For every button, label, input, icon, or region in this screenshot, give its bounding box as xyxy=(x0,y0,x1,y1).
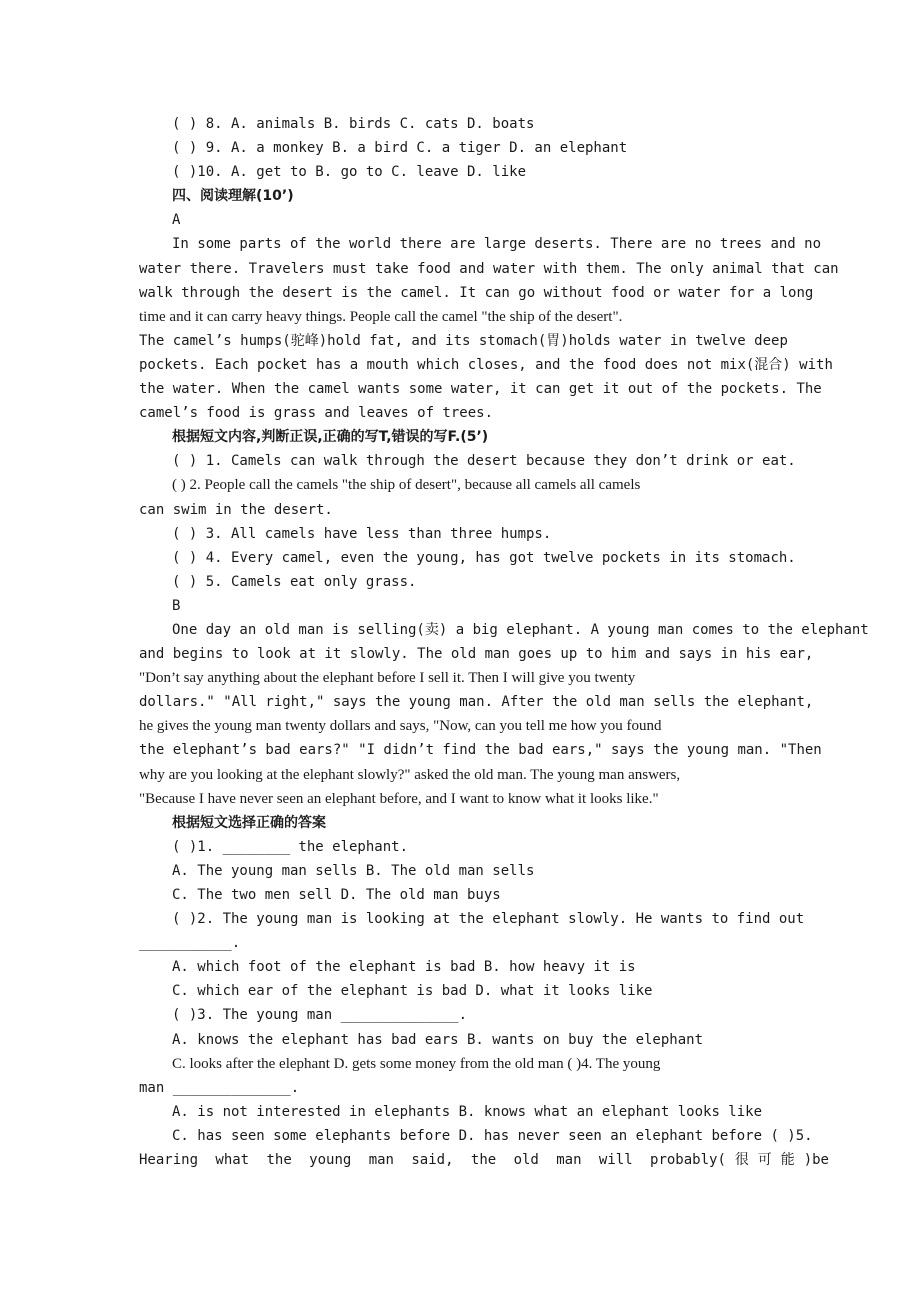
passage-a-line: time and it can carry heavy things. People call the camel "the ship of the desert". xyxy=(139,308,623,325)
reading-question-4-options-cd: C. has seen some elephants before D. has never seen an elephant before ( )5. xyxy=(172,1127,813,1144)
passage-a-line: The camel’s humps(驼峰)hold fat, and its stomach(胃)holds water in twelve deep xyxy=(139,332,788,349)
reading-question-1-options-ab: A. The young man sells B. The old man sells xyxy=(172,862,535,879)
reading-question-5: Hearing what the young man said, the old man will probably(很可能)be xyxy=(139,1152,829,1169)
passage-a-line: pockets. Each pocket has a mouth which closes, and the food does not mix(混合) with xyxy=(139,356,833,373)
choice-question-9: ( ) 9. A. a monkey B. a bird C. a tiger D. an elephant xyxy=(172,140,628,157)
section-four-heading: 四、阅读理解(10’) xyxy=(172,188,294,205)
true-false-question-4: ( ) 4. Every camel, even the young, has got twelve pockets in its stomach. xyxy=(172,549,796,566)
true-false-question-2: ( ) 2. People call the camels "the ship of desert", because all camels all camels xyxy=(172,477,641,494)
true-false-question-5: ( ) 5. Camels eat only grass. xyxy=(172,573,417,590)
passage-b-line: One day an old man is selling(卖) a big elephant. A young man comes to the elephant xyxy=(172,621,869,638)
reading-question-3: ( )3. The young man ______________. xyxy=(172,1007,468,1024)
reading-question-2-continued: ___________. xyxy=(139,935,241,952)
reading-question-2-options-ab: A. which foot of the elephant is bad B. how heavy it is xyxy=(172,959,636,976)
true-false-question-3: ( ) 3. All camels have less than three humps. xyxy=(172,525,552,542)
choice-question-8: ( ) 8. A. animals B. birds C. cats D. boats xyxy=(172,116,535,132)
reading-question-1-options-cd: C. The two men sell D. The old man buys xyxy=(172,887,501,903)
reading-question-3-options-ab: A. knows the elephant has bad ears B. wants on buy the elephant xyxy=(172,1031,704,1048)
reading-question-4-options-ab: A. is not interested in elephants B. knows what an elephant looks like xyxy=(172,1103,763,1120)
true-false-question-1: ( ) 1. Camels can walk through the desert because they don’t drink or eat. xyxy=(172,453,796,470)
passage-a-line: the water. When the camel wants some water, it can get it out of the pockets. The xyxy=(139,381,822,398)
passage-b-line: "Don’t say anything about the elephant before I sell it. Then I will give you twenty xyxy=(139,670,636,687)
reading-question-2-options-cd: C. which ear of the elephant is bad D. what it looks like xyxy=(172,983,653,1000)
passage-b-label: B xyxy=(172,597,181,614)
document-page xyxy=(139,112,869,1172)
passage-b-line: why are you looking at the elephant slowly?" asked the old man. The young man answers, xyxy=(139,766,681,783)
passage-b-line: dollars." "All right," says the young man. After the old man sells the elephant, xyxy=(139,694,814,711)
passage-b-line: and begins to look at it slowly. The old man goes up to him and says in his ear, xyxy=(139,646,814,663)
passage-a-line: walk through the desert is the camel. It can go without food or water for a long xyxy=(139,284,814,301)
reading-question-4-continued: man ______________. xyxy=(139,1079,300,1096)
passage-a-instruction: 根据短文内容,判断正误,正确的写T,错误的写F.(5’) xyxy=(172,429,489,446)
passage-b-line: "Because I have never seen an elephant before, and I want to know what it looks like." xyxy=(139,790,659,807)
reading-question-1: ( )1. ________ the elephant. xyxy=(172,838,409,855)
passage-b-line: he gives the young man twenty dollars and says, "Now, can you tell me how you found xyxy=(139,718,662,735)
passage-b-line: the elephant’s bad ears?" "I didn’t find the bad ears," says the young man. "Then xyxy=(139,742,822,759)
choice-question-10: ( )10. A. get to B. go to C. leave D. like xyxy=(172,164,527,181)
reading-question-3-options-cd: C. looks after the elephant D. gets some money from the old man ( )4. The young xyxy=(172,1055,661,1072)
passage-a-line: In some parts of the world there are large deserts. There are no trees and no xyxy=(172,236,822,253)
passage-a-line: camel’s food is grass and leaves of trees. xyxy=(139,405,494,422)
passage-a-line: water there. Travelers must take food and water with them. The only animal that can xyxy=(139,260,839,277)
true-false-question-2-continued: can swim in the desert. xyxy=(139,501,333,518)
reading-question-2: ( )2. The young man is looking at the elephant slowly. He wants to find out xyxy=(172,911,805,928)
passage-a-label: A xyxy=(172,212,181,229)
passage-b-instruction: 根据短文选择正确的答案 xyxy=(172,814,326,831)
